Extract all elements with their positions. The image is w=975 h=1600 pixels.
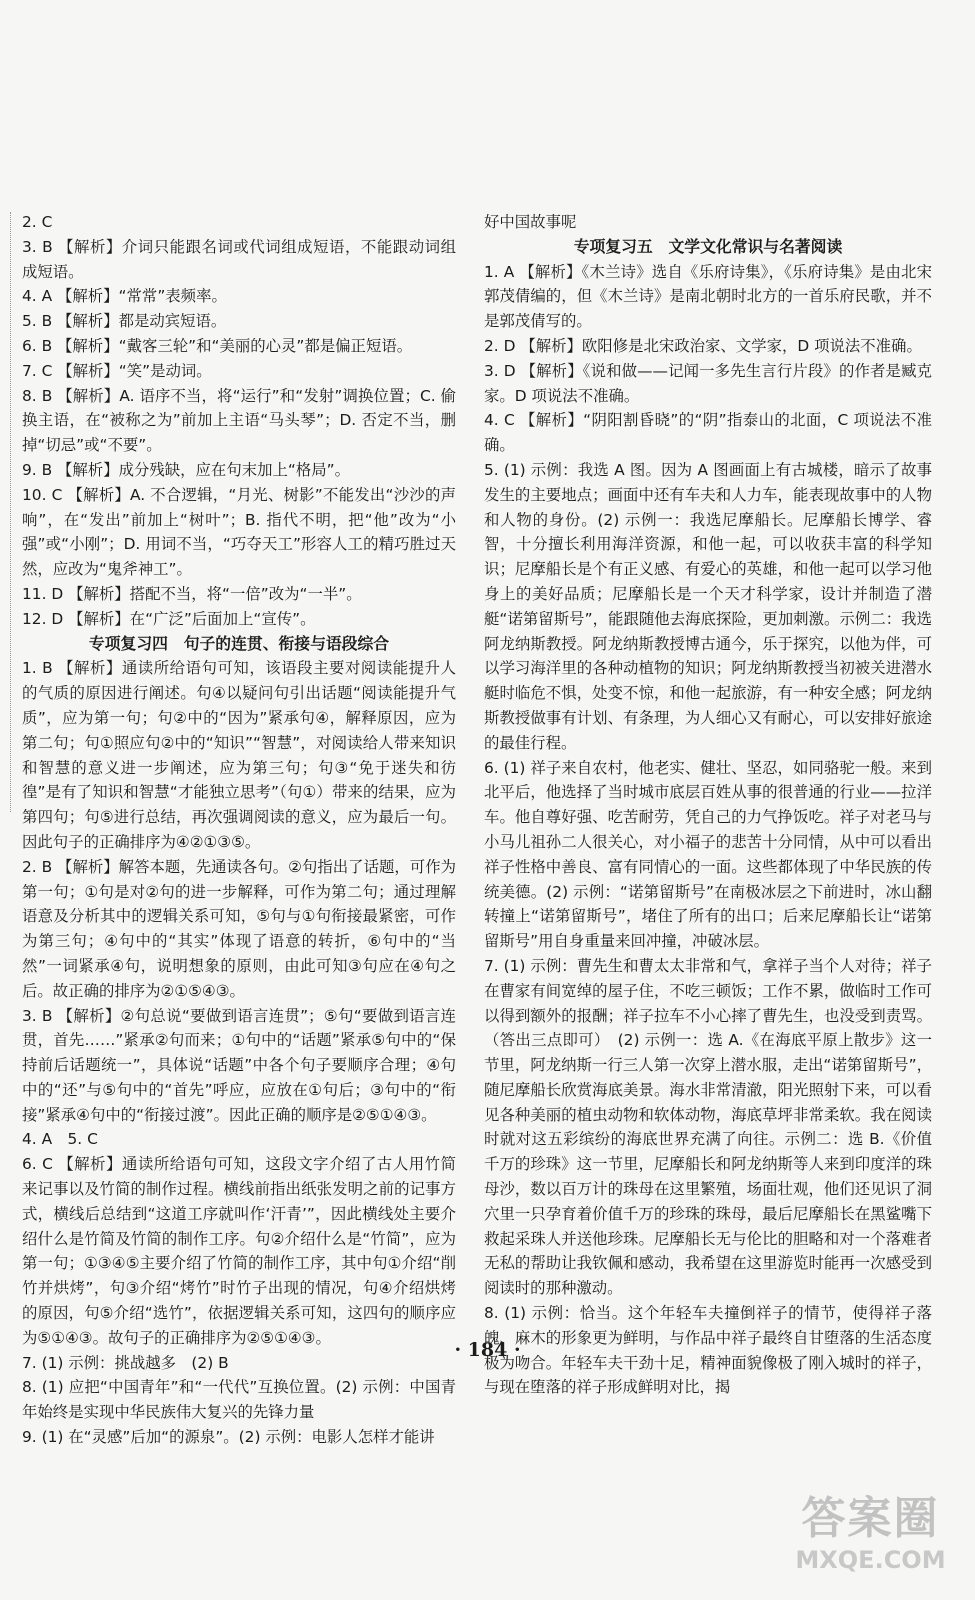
watermark-site: MXQE.COM [795,1546,946,1574]
answer-item: 3. B 【解析】②句总说“要做到语言连贯”；⑤句“要做到语言连贯，首先……”紧承②句而来；①句中的“话题”紧承⑤句中的“保持前后话题统一”，具体说“话题”中各个句子要顺序合理；④句中的“还”与⑤句中的“首先”呼应，应放在①句后；③句中的“衔接”紧承④句中的“衔接过渡”。因此正确的顺序是②⑤①④③。 [22,1006,456,1124]
section-heading: 专项复习四 句子的连贯、衔接与语段综合 [88,633,390,653]
binding-margin [0,212,11,812]
answer-item: 12. D 【解析】在“广泛”后面加上“宣传”。 [22,609,316,628]
answer-item: 3. D 【解析】《说和做——记闻一多先生言行片段》的作者是臧克家。D 项说法不准确。 [484,361,932,405]
answer-item: 6. B 【解析】“戴客三轮”和“美丽的心灵”都是偏正短语。 [22,336,413,355]
answer-column-right [484,210,932,1400]
answer-item: 9. B 【解析】成分残缺，应在句末加上“格局”。 [22,460,351,479]
answer-item: 7. (1) 示例：挑战越多 (2) B [22,1353,229,1372]
answer-item: 1. A 【解析】《木兰诗》选自《乐府诗集》，《乐府诗集》是由北宋郭茂倩编的，但《木兰诗》是南北朝时北方的一首乐府民歌，并不是郭茂倩写的。 [484,262,932,331]
page-number: · 184 · [454,1339,521,1361]
answer-item: 4. C 【解析】“阴阳割昏晓”的“阴”指泰山的北面，C 项说法不准确。 [484,411,932,455]
answer-item: 10. C 【解析】A. 不合逻辑，“月光、树影”不能发出“沙沙的声响”，在“发出”前加上“树叶”；B. 指代不明，把“他”改为“小强”或“小刚”；D. 用词不当，“巧夺天工”形容人工的精巧胜过天然，应改为“鬼斧神工”。 [22,485,456,579]
answer-item: 4. A 【解析】“常常”表频率。 [22,287,227,306]
section-heading: 专项复习五 文学文化常识与名著阅读 [573,236,843,256]
answer-item: 2. D 【解析】欧阳修是北宋政治家、文学家，D 项说法不准确。 [484,336,922,355]
answer-item: 好中国故事呢 [484,213,577,231]
answer-item: 4. A 5. C [22,1130,98,1149]
answer-item: 6. C 【解析】通读所给语句可知，这段文字介绍了古人用竹简来记事以及竹简的制作过程。横线前指出纸张发明之前的记事方式，横线后总结到“这道工序就叫作‘汗青’”，因此横线处主要介绍什么是竹简及竹简的制作工序。句②介绍什么是“竹简”，应为第一句；①③④⑤主要介绍了竹简的制作工序，其中句①介绍“削竹并烘烤”，句③介绍“烤竹”时竹子出现的情况，句④介绍烘烤的原因，句⑤介绍“选竹”，依据逻辑关系可知，这四句的顺序应为⑤①④③。故句子的正确排序为②⑤①④③。 [22,1155,456,1347]
answer-item: 3. B 【解析】介词只能跟名词或代词组成短语，不能跟动词组成短语。 [22,237,456,281]
answer-item: 5. (1) 示例：我选 A 图。因为 A 图画面上有古城楼，暗示了故事发生的主要地点；画面中还有车夫和人力车，能表现故事中的人物和人物的身份。(2) 示例一：我选尼摩船长。尼摩船长博学、睿智，十分擅长利用海洋资源，和他一起，可以收获丰富的科学知识；尼摩船长是个有正义感、有爱心的英雄，和他一起可以学习他身上的美好品质；尼摩船长是一个天才科学家，设计并制造了潜艇“诺第留斯号”，能跟随他去海底探险，更加刺激。示例二：我选阿龙纳斯教授。阿龙纳斯教授博古通今，乐于探究，以他为伴，可以学习海洋里的各种动植物的知识；阿龙纳斯教授当初被关进潜水艇时临危不惧，处变不惊，和他一起旅游，有一种安全感；阿龙纳斯教授做事有计划、有条理，为人细心又有耐心，可以安排好旅途的最佳行程。 [484,460,932,752]
answer-column-left [22,210,456,1450]
answer-item: 9. (1) 在“灵感”后加“的源泉”。(2) 示例：电影人怎样才能讲 [22,1428,435,1447]
answer-item: 8. B 【解析】A. 语序不当，将“运行”和“发射”调换位置；C. 偷换主语，在“被称之为”前加上主语“马头琴”；D. 否定不当，删掉“切忌”或“不要”。 [22,386,456,455]
answer-item: 5. B 【解析】都是动宾短语。 [22,312,227,331]
answer-item: 1. B 【解析】通读所给语句可知，该语段主要对阅读能提升人的气质的原因进行阐述。句④以疑问句引出话题“阅读能提升气质”，应为第一句；句②中的“因为”紧承句④，解释原因，应为第二句；句①照应句②中的“知识”“智慧”，对阅读给人带来知识和智慧的意义进一步阐述，应为第三句；句③“免于迷失和彷徨”是有了知识和智慧“才能独立思考”（句①）带来的结果，应为第四句；句⑤进行总结，再次强调阅读的意义，应为最后一句。因此句子的正确排序为④②①③⑤。 [22,659,456,851]
answer-item: 7. (1) 示例：曹先生和曹太太非常和气，拿祥子当个人对待；祥子在曹家有间宽绰的屋子住，不吃三顿饭；工作不累，做临时工作可以得到额外的报酬；祥子拉车不小心摔了曹先生，也没受到责骂。（答出三点即可） (2) 示例一：选 A.《在海底平原上散步》这一节里，阿龙纳斯一行三人第一次穿上潜水服，走出“诺第留斯号”，随尼摩船长欣赏海底美景。海水非常清澈，阳光照射下来，可以看见各种美丽的植虫动物和软体动物，海底草坪非常柔软。我在阅读时就对这五彩缤纷的海底世界充满了向往。示例二：选 B.《价值千万的珍珠》这一节里，尼摩船长和阿龙纳斯等人来到印度洋的珠母沙，数以百万计的珠母在这里繁殖，场面壮观，他们还见识了洞穴里一只孕育着价值千万的珍珠的珠母，最后尼摩船长在黑鲨嘴下救起采珠人并送他珍珠。尼摩船长无与伦比的胆略和对一个落难者无私的帮助让我钦佩和感动，我希望在这里游览时能再一次感受到阅读时的那种激动。 [484,956,932,1298]
answer-item: 7. C 【解析】“笑”是动词。 [22,361,212,380]
answer-item: 2. B 【解析】解答本题，先通读各句。②句指出了话题，可作为第一句；①句是对②句的进一步解释，可作为第二句；通过理解语意及分析其中的逻辑关系可知，⑤句与①句衔接最紧密，可作为第三句；④句中的“其实”体现了语意的转折，⑥句中的“当然”一词紧承④句，说明想象的原则，由此可知③句应在④句之后。故正确的排序为②①⑤④③。 [22,857,456,1000]
answer-item: 2. C [22,213,53,231]
watermark-logo [778,1482,963,1592]
answer-item: 6. (1) 祥子来自农村，他老实、健壮、坚忍，如同骆驼一般。来到北平后，他选择了当时城市底层百姓从事的很普通的行业——拉洋车。他自尊好强、吃苦耐劳，凭自己的力气挣饭吃。祥子对老马与小马儿祖孙二人很关心，对小福子的悲苦十分同情，从中可以看出祥子性格中善良、富有同情心的一面。这些都体现了中华民族的传统美德。(2) 示例：“诺第留斯号”在南极冰层之下前进时，冰山翻转撞上“诺第留斯号”，堵住了所有的出口；后来尼摩船长让“诺第留斯号”用自身重量来回冲撞，冲破冰层。 [484,758,932,951]
answer-item: 8. (1) 示例：恰当。这个年轻车夫撞倒祥子的情节，使得祥子落魄、麻木的形象更为鲜明，与作品中祥子最终自甘堕落的生活态度极为吻合。年轻车夫干劲十足，精神面貌像极了刚入城时的祥子，与现在堕落的祥子形成鲜明对比，揭 [484,1304,932,1397]
answer-item: 8. (1) 应把“中国青年”和“一代代”互换位置。(2) 示例：中国青年始终是实现中华民族伟大复兴的先锋力量 [22,1378,456,1422]
watermark-mark: 答案圈 [801,1493,940,1544]
answer-item: 11. D 【解析】搭配不当，将“一倍”改为“一半”。 [22,584,362,603]
